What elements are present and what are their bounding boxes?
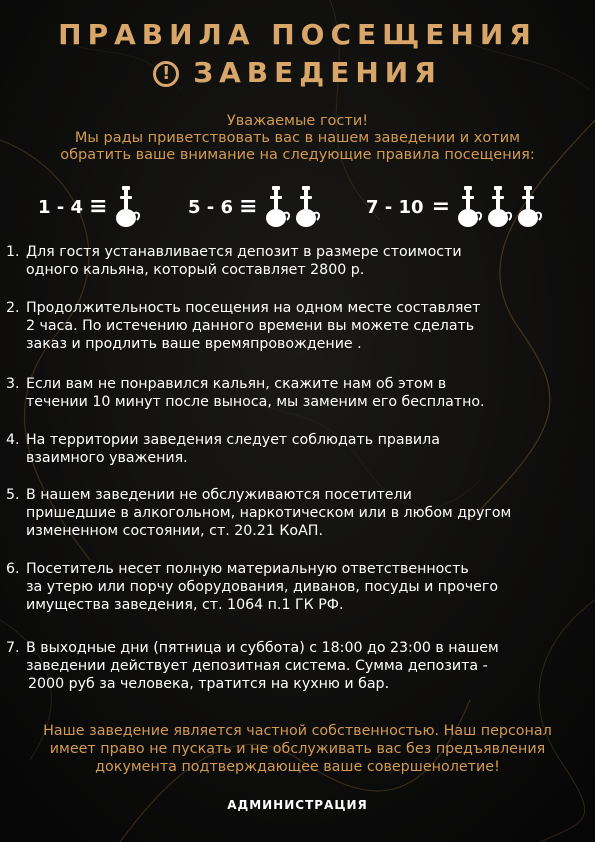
hookah-icon bbox=[291, 186, 321, 228]
intro-line-1: Уважаемые гости! bbox=[226, 113, 369, 129]
equals-sign: ≡ bbox=[239, 194, 258, 219]
rule-item bbox=[6, 560, 586, 614]
rule-line: за утерю или порчу оборудования, диванов, посуды и прочего bbox=[26, 579, 499, 595]
tier-3 bbox=[366, 186, 543, 228]
equals-sign: = bbox=[431, 194, 451, 219]
footer-notice bbox=[15, 722, 580, 776]
hookah-icon bbox=[111, 186, 141, 228]
rule-line: Продолжительность посещения на одном месте составляет bbox=[26, 300, 481, 316]
rule-text bbox=[26, 375, 586, 411]
rule-line: пришедшие в алкогольном, наркотическом или в любом другом bbox=[26, 505, 512, 521]
tier-range: 5 - 6 bbox=[188, 196, 234, 218]
hookah-icon bbox=[513, 186, 543, 228]
signature: АДМИНИСТРАЦИЯ bbox=[227, 798, 368, 812]
rule-number: 5. bbox=[6, 487, 20, 503]
rule-text bbox=[26, 243, 586, 279]
rule-line: В нашем заведении не обслуживаются посетители bbox=[26, 487, 412, 503]
rule-line: Если вам не понравился кальян, скажите нам об этом в bbox=[26, 376, 447, 392]
rule-item bbox=[6, 243, 586, 279]
rule-text bbox=[26, 560, 586, 614]
rule-item bbox=[6, 486, 586, 540]
intro-line-3: обратить ваше внимание на следующие правила посещения: bbox=[60, 147, 535, 163]
rule-number: 6. bbox=[6, 561, 20, 577]
warning-icon: ! bbox=[153, 61, 179, 87]
hookah-icon bbox=[453, 186, 483, 228]
rule-line: течении 10 минут после выноса, мы заменим его бесплатно. bbox=[26, 394, 485, 410]
rule-item bbox=[6, 639, 586, 693]
rule-line: взаимного уважения. bbox=[26, 450, 188, 466]
page-title-line-2-text: ЗАВЕДЕНИЯ bbox=[193, 56, 442, 89]
rule-number: 2. bbox=[6, 300, 20, 316]
rule-line: 2 часа. По истечению данного времени вы можете сделать bbox=[26, 318, 475, 334]
intro-line-2: Мы рады приветствовать вас в нашем заведении и хотим bbox=[74, 130, 521, 146]
rule-line: Посетитель несет полную материальную ответственность bbox=[26, 561, 469, 577]
rule-line: Для гостя устанавливается депозит в размере стоимости bbox=[26, 244, 462, 260]
hookah-icon bbox=[261, 186, 291, 228]
rule-number: 7. bbox=[6, 640, 20, 656]
rule-text bbox=[26, 639, 586, 693]
rule-line: заказ и продлить ваше времяпровождение . bbox=[26, 336, 362, 352]
footer-line-1: Наше заведение является частной собственностью. Наш персонал bbox=[43, 723, 552, 739]
rule-number: 1. bbox=[6, 244, 20, 260]
equals-sign: ≡ bbox=[89, 194, 108, 219]
rule-number: 4. bbox=[6, 432, 20, 448]
rule-line: 2000 руб за человека, тратится на кухню и бар. bbox=[28, 676, 390, 692]
rule-line: измененном состоянии, ст. 20.21 КоАП. bbox=[26, 523, 323, 539]
rule-number: 3. bbox=[6, 376, 20, 392]
rule-line: На территории заведения следует соблюдать правила bbox=[26, 432, 440, 448]
footer-line-2: имеет право не пускать и не обслуживать вас без предъявления bbox=[49, 741, 546, 757]
rule-line: В выходные дни (пятница и суббота) с 18:00 до 23:00 в нашем bbox=[26, 640, 499, 656]
rule-text bbox=[26, 431, 586, 467]
rule-item bbox=[6, 299, 586, 353]
rule-text bbox=[26, 299, 586, 353]
guest-hookah-tiers bbox=[0, 178, 595, 228]
rule-item bbox=[6, 431, 586, 467]
rule-line: имущества заведения, ст. 1064 п.1 ГК РФ. bbox=[26, 597, 344, 613]
page-title-line-1: ПРАВИЛА ПОСЕЩЕНИЯ bbox=[58, 18, 537, 51]
rule-text bbox=[26, 486, 586, 540]
tier-2 bbox=[188, 186, 321, 228]
tier-1 bbox=[38, 186, 141, 228]
rule-line: одного кальяна, который составляет 2800 р. bbox=[26, 262, 365, 278]
rule-item bbox=[6, 375, 586, 411]
footer-line-3: документа подтверждающее ваше совершенолетие! bbox=[95, 759, 500, 775]
tier-range: 1 - 4 bbox=[38, 196, 84, 218]
tier-range: 7 - 10 bbox=[366, 196, 424, 218]
page-title-line-2 bbox=[0, 56, 595, 90]
intro-text bbox=[20, 113, 575, 164]
rule-line: заведении действует депозитная система. Сумма депозита - bbox=[26, 658, 488, 674]
hookah-icon bbox=[483, 186, 513, 228]
